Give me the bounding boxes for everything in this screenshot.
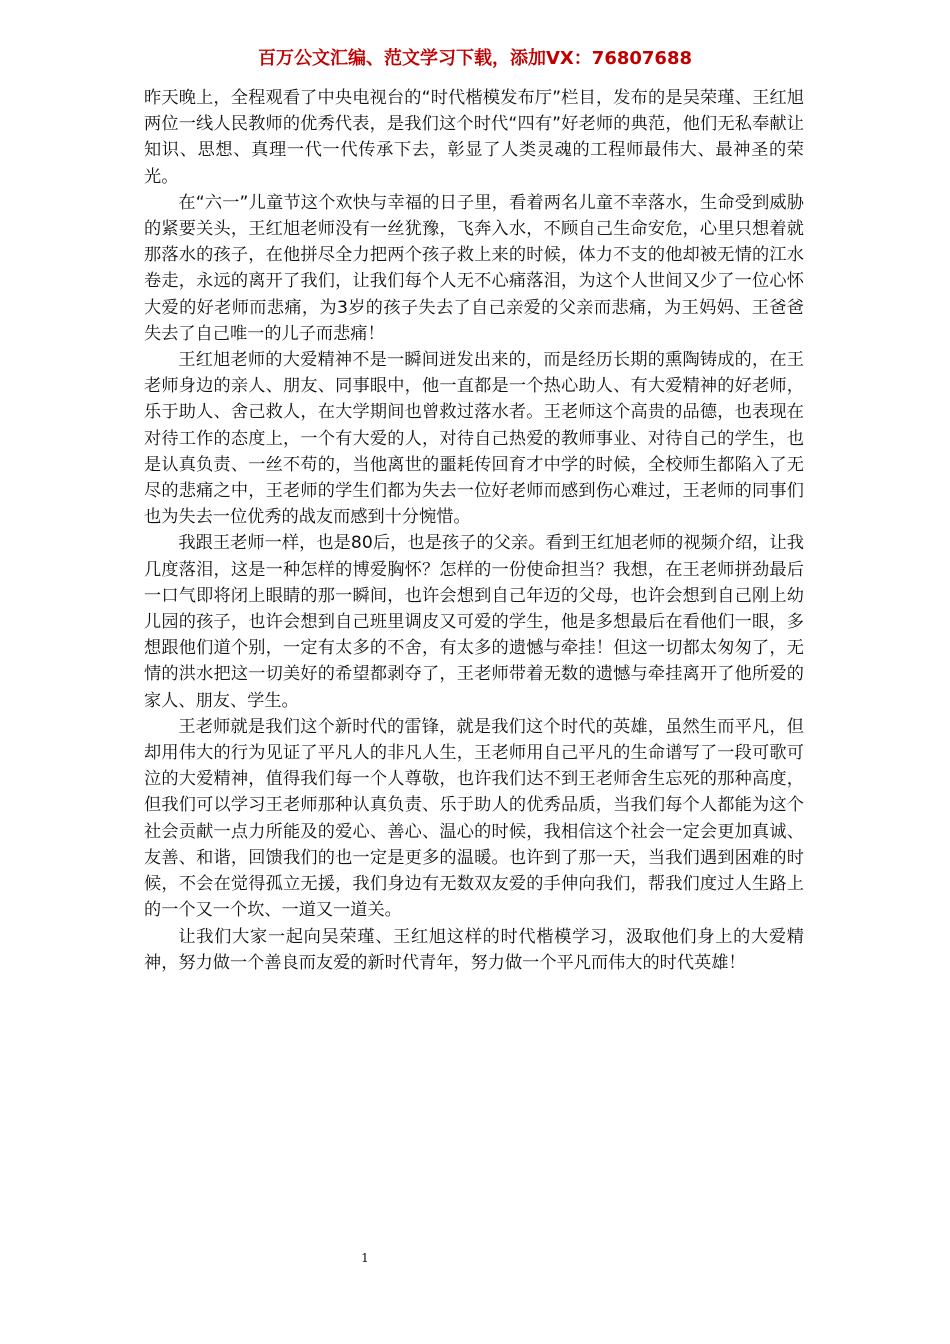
paragraph: 王老师就是我们这个新时代的雷锋，就是我们这个时代的英雄，虽然生而平凡，但却用伟大的行为见证了平凡人的非凡人生，王老师用自己平凡的生命谱写了一段可歌可泣的大爱精神，值得我们每一个人尊敬，也许我们达不到王老师舍生忘死的那种高度，但我们可以学习王老师那种认真负责、乐于助人的优秀品质，当我们每个人都能为这个社会贡献一点力所能及的爱心、善心、温心的时候，我相信这个社会一定会更加真诚、友善、和谐，回馈我们的也一定是更多的温暖。也许到了那一天，当我们遇到困难的时候，不会在觉得孤立无援，我们身边有无数双友爱的手伸向我们，帮我们度过人生路上的一个又一个坎、一道又一道关。 <box>144 716 804 921</box>
paragraph: 王红旭老师的大爱精神不是一瞬间迸发出来的，而是经历长期的熏陶铸成的，在王老师身边的亲人、朋友、同事眼中，他一直都是一个热心助人、有大爱精神的好老师，乐于助人、舍己救人，在大学期间也曾救过落水者。王老师这个高贵的品德，也表现在对待工作的态度上，一个有大爱的人，对待自己热爱的教师事业、对待自己的学生，也是认真负责、一丝不苟的，当他离世的噩耗传回育才中学的时候，全校师生都陷入了无尽的悲痛之中，王老师的学生们都为失去一位好老师而感到伤心难过，王老师的同事们也为失去一位优秀的战友而感到十分惋惜。 <box>144 350 804 528</box>
page-header: 百万公文汇编、范文学习下载，添加VX：76807688 <box>257 48 692 69</box>
article-body <box>144 85 804 976</box>
paragraph: 让我们大家一起向吴荣瑾、王红旭这样的时代楷模学习，汲取他们身上的大爱精神，努力做一个善良而友爱的新时代青年，努力做一个平凡而伟大的时代英雄！ <box>144 926 804 973</box>
paragraph: 昨天晚上，全程观看了中央电视台的“时代楷模发布厅”栏目，发布的是吴荣瑾、王红旭两位一线人民教师的优秀代表，是我们这个时代“四有”好老师的典范，他们无私奉献让知识、思想、真理一代一代传承下去，彰显了人类灵魂的工程师最伟大、最神圣的荣光。 <box>144 88 804 187</box>
paragraph: 我跟王老师一样，也是80后，也是孩子的父亲。看到王红旭老师的视频介绍，让我几度落泪，这是一种怎样的博爱胸怀？怎样的一份使命担当？我想，在王老师拼劲最后一口气即将闭上眼睛的那一瞬间，也许会想到自己年迈的父母，也许会想到自己刚上幼儿园的孩子，也许会想到自己班里调皮又可爱的学生，他是多想最后在看他们一眼，多想跟他们道个别，一定有太多的不舍，有太多的遗憾与牵挂！但这一切都太匆匆了，无情的洪水把这一切美好的希望都剥夺了，王老师带着无数的遗憾与牵挂离开了他所爱的家人、朋友、学生。 <box>144 533 804 711</box>
page-number: 1 <box>361 1251 369 1265</box>
paragraph: 在“六一”儿童节这个欢快与幸福的日子里，看着两名儿童不幸落水，生命受到威胁的紧要关头，王红旭老师没有一丝犹豫，飞奔入水，不顾自己生命安危，心里只想着就那落水的孩子，在他拼尽全力把两个孩子救上来的时候，体力不支的他却被无情的江水卷走，永远的离开了我们，让我们每个人无不心痛落泪，为这个人世间又少了一位心怀大爱的好老师而悲痛，为3岁的孩子失去了自己亲爱的父亲而悲痛，为王妈妈、王爸爸失去了自己唯一的儿子而悲痛！ <box>144 192 804 344</box>
